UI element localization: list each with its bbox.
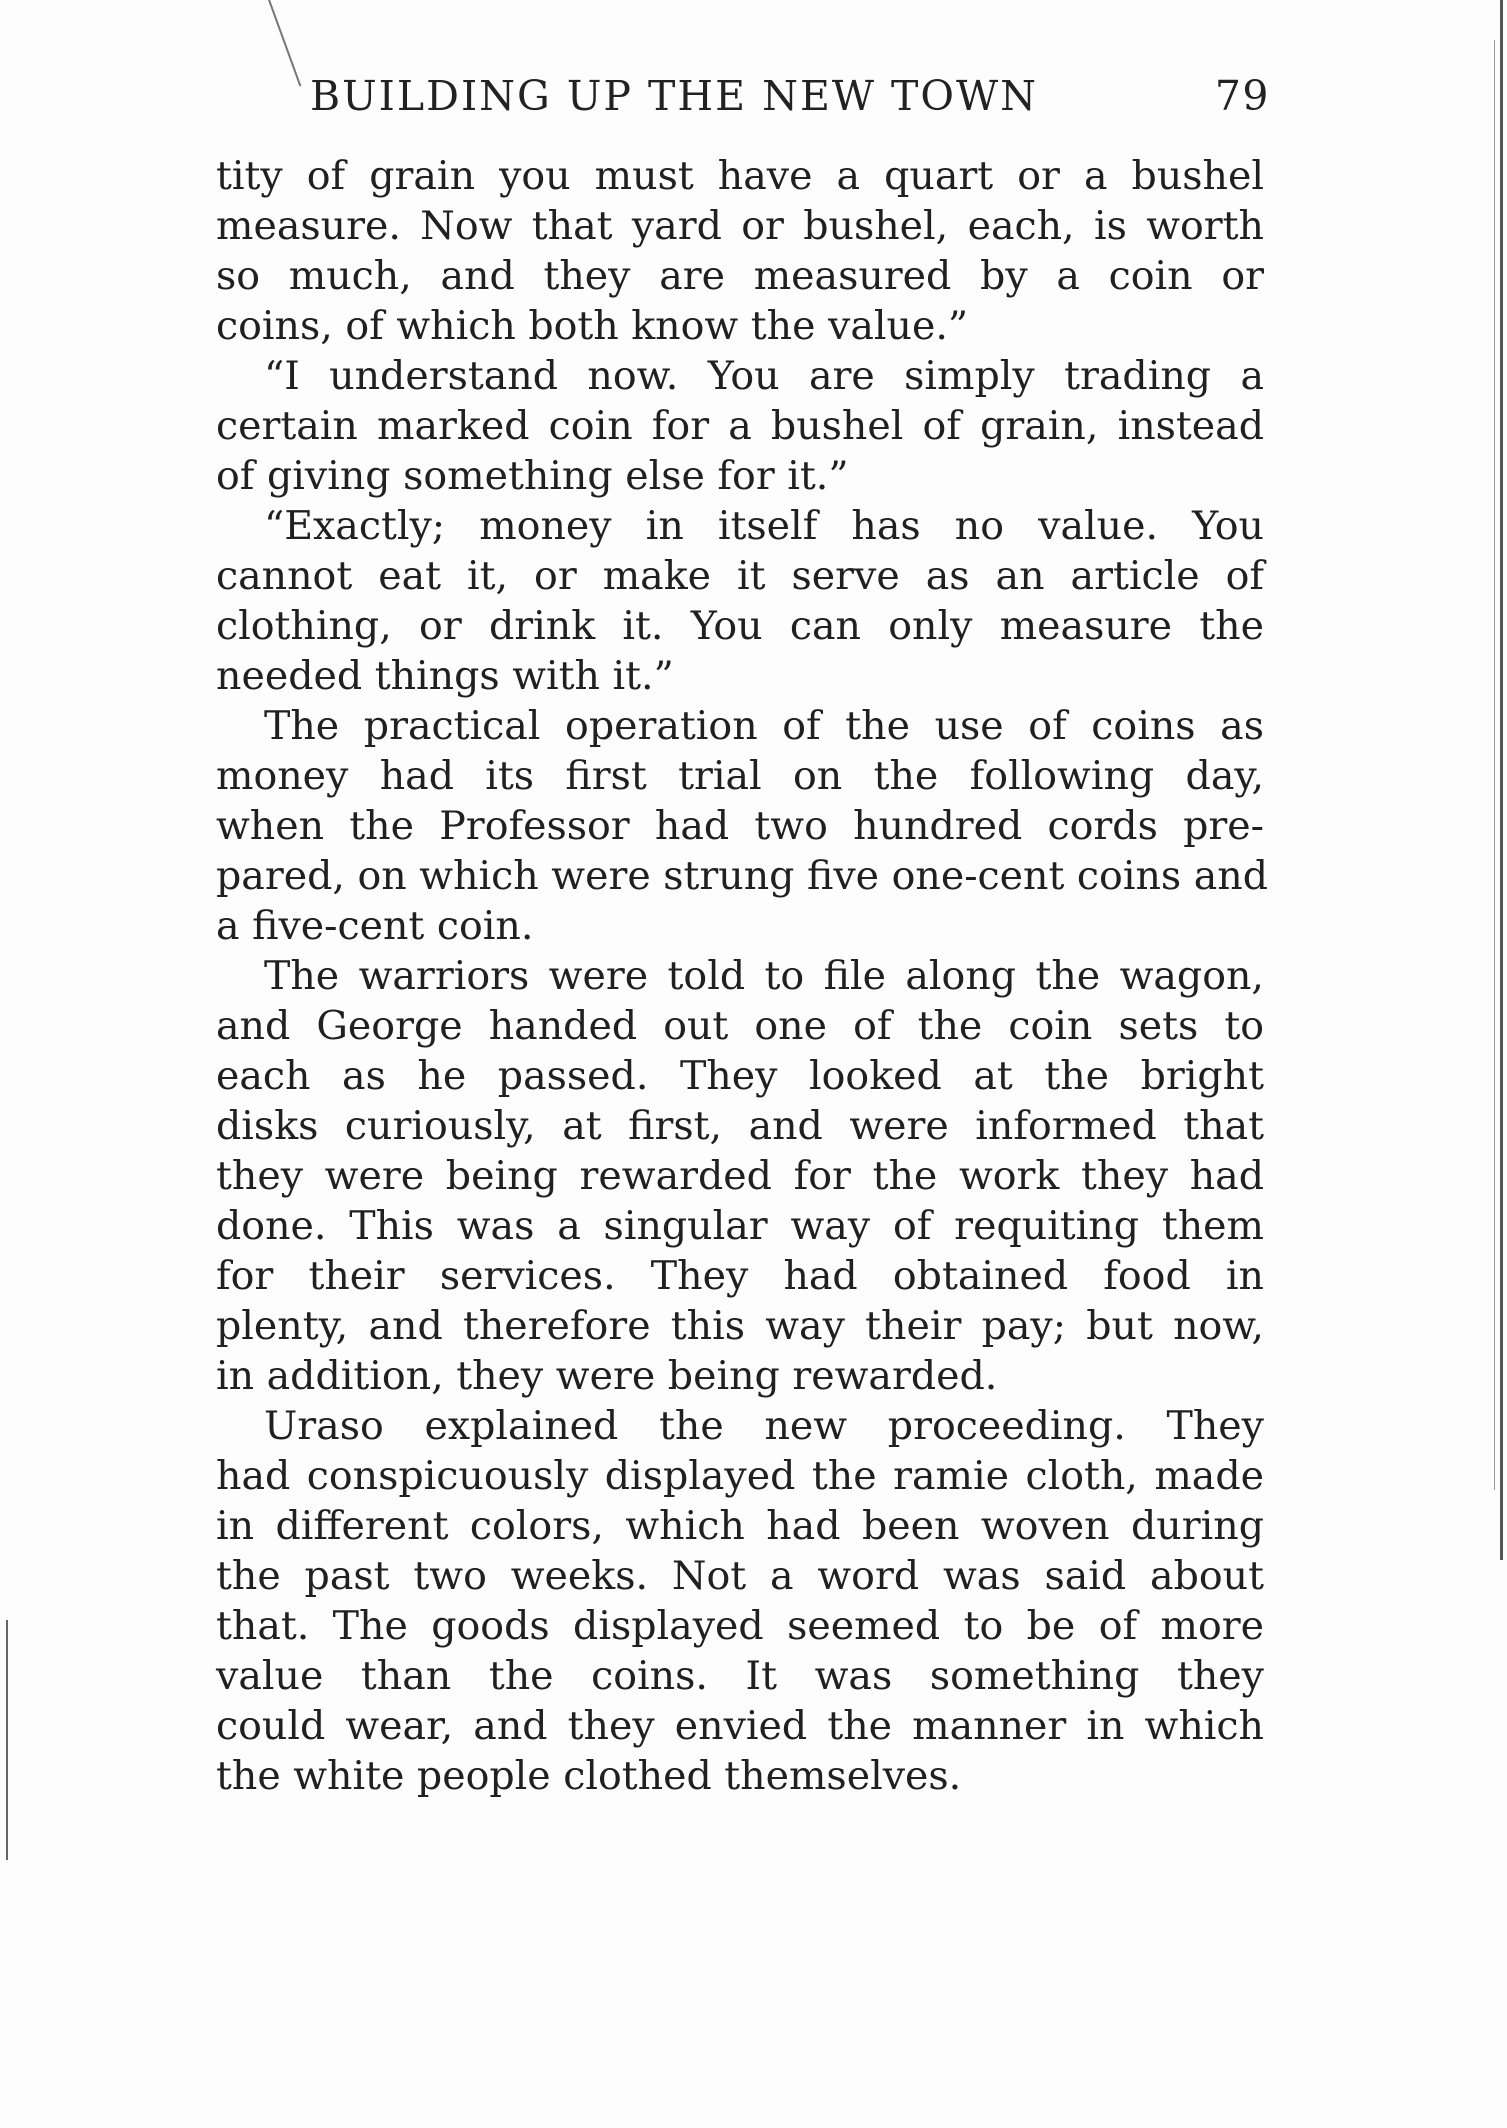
text-line: a five-cent coin. (216, 903, 534, 949)
text-line: that. The goods displayed seemed to be of more (216, 1603, 1264, 1649)
text-line: Uraso explained the new proceeding. They (264, 1403, 1264, 1449)
text-line: “Exactly; money in itself has no value. You (264, 503, 1264, 549)
text-line: “I understand now. You are simply trading a (264, 353, 1264, 399)
text-line: the white people clothed themselves. (216, 1753, 962, 1799)
text-line: each as he passed. They looked at the bright (216, 1053, 1264, 1099)
text-line: could wear, and they envied the manner in which (216, 1703, 1264, 1749)
text-line: clothing, or drink it. You can only measure the (216, 603, 1264, 649)
running-head-title: BUILDING UP THE NEW TOWN (310, 72, 1039, 120)
text-line: needed things with it.” (216, 653, 674, 699)
text-line: in different colors, which had been woven during (216, 1503, 1264, 1549)
text-line: coins, of which both know the value.” (216, 303, 969, 349)
text-line: cannot eat it, or make it serve as an article of (216, 553, 1264, 599)
text-line: certain marked coin for a bushel of grain, instead (216, 403, 1264, 449)
page-edge-shadow (1500, 0, 1503, 1560)
text-line: measure. Now that yard or bushel, each, is worth (216, 203, 1264, 249)
text-line: The practical operation of the use of coins as (264, 703, 1264, 749)
running-head (310, 72, 1270, 132)
text-line: of giving something else for it.” (216, 453, 849, 499)
body-text (216, 151, 1268, 1801)
pen-stroke-mark (268, 0, 301, 86)
text-line: they were being rewarded for the work they had (216, 1153, 1264, 1199)
text-line: disks curiously, at first, and were informed that (216, 1103, 1264, 1149)
text-line: value than the coins. It was something they (216, 1653, 1264, 1699)
text-line: and George handed out one of the coin sets to (216, 1003, 1264, 1049)
text-line: when the Professor had two hundred cords pre- (216, 803, 1264, 849)
text-line: money had its first trial on the following day, (216, 753, 1264, 799)
text-line: in addition, they were being rewarded. (216, 1353, 998, 1399)
text-line: so much, and they are measured by a coin or (216, 253, 1264, 299)
text-line: tity of grain you must have a quart or a bushel (216, 153, 1264, 199)
text-line: plenty, and therefore this way their pay; but now, (216, 1303, 1264, 1349)
text-line: The warriors were told to file along the wagon, (264, 953, 1264, 999)
text-line: pared, on which were strung five one-cent coins and (216, 853, 1268, 899)
page-number: 79 (1214, 72, 1270, 120)
text-line: the past two weeks. Not a word was said about (216, 1553, 1264, 1599)
text-line: done. This was a singular way of requiting them (216, 1203, 1264, 1249)
text-line: for their services. They had obtained food in (216, 1253, 1264, 1299)
text-line: had conspicuously displayed the ramie cloth, made (216, 1453, 1264, 1499)
page-edge-line (1494, 40, 1495, 1490)
left-margin-mark (6, 1620, 8, 1860)
